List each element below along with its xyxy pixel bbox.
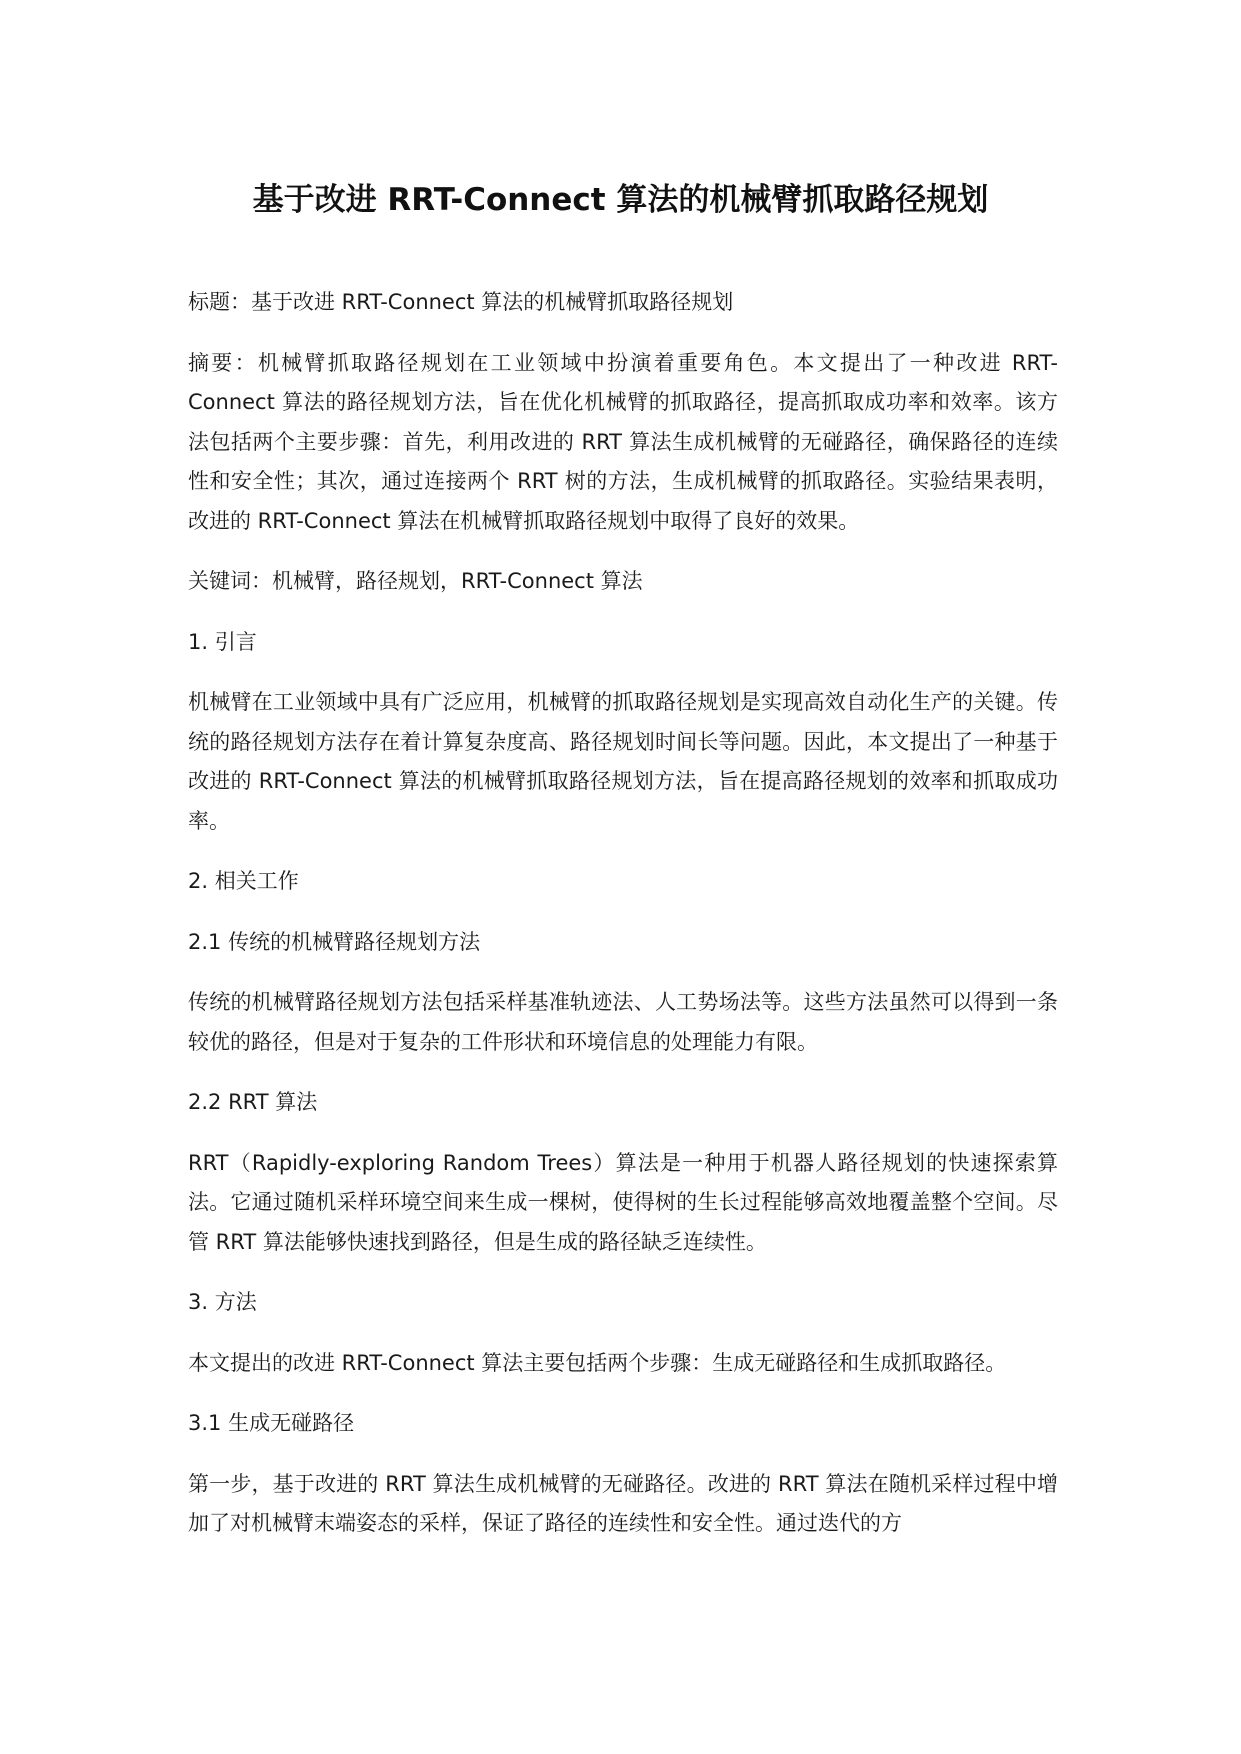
section-heading-related-work: 2. 相关工作: [188, 869, 299, 893]
method-paragraph: 本文提出的改进 RRT-Connect 算法主要包括两个步骤：生成无碰路径和生成抓取路径。: [188, 1350, 1007, 1375]
document-title: 基于改进 RRT-Connect 算法的机械臂抓取路径规划: [252, 182, 989, 218]
subsection-heading-rrt: 2.2 RRT 算法: [188, 1090, 318, 1114]
rrt-paragraph: RRT（Rapidly-exploring Random Trees）算法是一种用于机器人路径规划的快速探索算法。它通过随机采样环境空间来生成一棵树，使得树的生长过程能够高效地覆盖整个空间。尽管 RRT 算法能够快速找到路径，但是生成的路径缺乏连续性。: [188, 1150, 1058, 1254]
subsection-heading-traditional-methods: 2.1 传统的机械臂路径规划方法: [188, 929, 481, 954]
traditional-methods-paragraph: 传统的机械臂路径规划方法包括采样基准轨迹法、人工势场法等。这些方法虽然可以得到一条较优的路径，但是对于复杂的工件形状和环境信息的处理能力有限。: [188, 990, 1058, 1054]
subsection-heading-collision-free-path: 3.1 生成无碰路径: [188, 1411, 355, 1435]
collision-free-path-paragraph: 第一步，基于改进的 RRT 算法生成机械臂的无碰路径。改进的 RRT 算法在随机采样过程中增加了对机械臂末端姿态的采样，保证了路径的连续性和安全性。通过迭代的方: [188, 1471, 1058, 1535]
section-heading-introduction: 1. 引言: [188, 629, 257, 654]
introduction-paragraph: 机械臂在工业领域中具有广泛应用，机械臂的抓取路径规划是实现高效自动化生产的关键。传统的路径规划方法存在着计算复杂度高、路径规划时间长等问题。因此，本文提出了一种基于改进的 RRT-Connect 算法的机械臂抓取路径规划方法，旨在提高路径规划的效率和抓取成功率。: [188, 690, 1058, 833]
section-heading-method: 3. 方法: [188, 1290, 257, 1314]
title-line: 标题：基于改进 RRT-Connect 算法的机械臂抓取路径规划: [188, 290, 734, 314]
document-body: [188, 283, 1058, 1544]
keywords-line: 关键词：机械臂，路径规划，RRT-Connect 算法: [188, 569, 643, 593]
abstract-paragraph: 摘要：机械臂抓取路径规划在工业领域中扮演着重要角色。本文提出了一种改进 RRT-Connect 算法的路径规划方法，旨在优化机械臂的抓取路径，提高抓取成功率和效率。该方法包括两个主要步骤：首先，利用改进的 RRT 算法生成机械臂的无碰路径，确保路径的连续性和安全性；其次，通过连接两个 RRT 树的方法，生成机械臂的抓取路径。实验结果表明，改进的 RRT-Connect 算法在机械臂抓取路径规划中取得了良好的效果。: [188, 350, 1058, 533]
